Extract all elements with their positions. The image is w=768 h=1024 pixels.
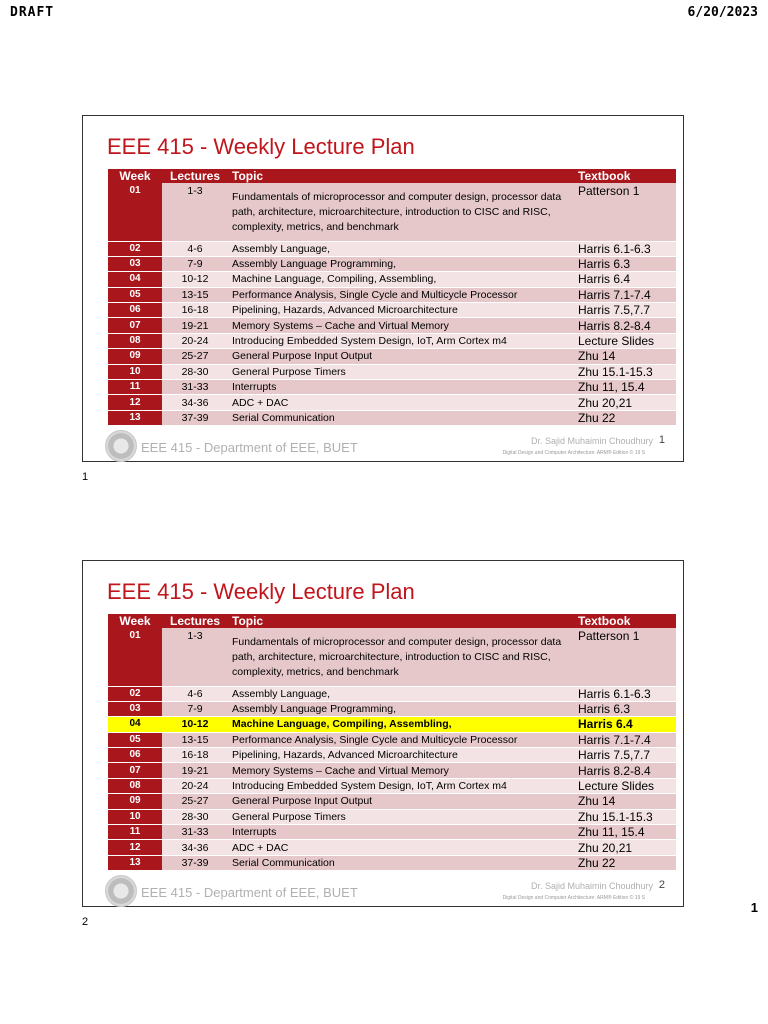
table-row <box>108 794 676 809</box>
table-row <box>108 303 676 318</box>
table-row <box>108 364 676 379</box>
cell-lectures: 10-12 <box>162 717 228 732</box>
cell-lectures: 28-30 <box>162 364 228 379</box>
cell-lectures: 25-27 <box>162 794 228 809</box>
cell-textbook: Zhu 20,21 <box>574 395 676 410</box>
footer-book-reference: Digital Design and Computer Architecture: ARM® Edition © 19 S <box>502 450 645 456</box>
cell-lectures: 10-12 <box>162 272 228 287</box>
cell-week: 12 <box>108 840 162 855</box>
cell-week: 03 <box>108 701 162 716</box>
table-header-row <box>108 614 676 628</box>
cell-lectures: 7-9 <box>162 701 228 716</box>
cell-topic: Serial Communication <box>228 410 574 425</box>
cell-textbook: Zhu 20,21 <box>574 840 676 855</box>
cell-topic: Memory Systems – Cache and Virtual Memory <box>228 318 574 333</box>
table-row <box>108 287 676 302</box>
cell-topic: Introducing Embedded System Design, IoT, Arm Cortex m4 <box>228 333 574 348</box>
draft-label: DRAFT <box>10 5 55 20</box>
slide-number: 1 <box>658 434 665 446</box>
column-header-topic: Topic <box>228 614 574 628</box>
cell-topic: Assembly Language Programming, <box>228 701 574 716</box>
table-row <box>108 701 676 716</box>
cell-week: 10 <box>108 364 162 379</box>
table-row <box>108 840 676 855</box>
cell-week: 10 <box>108 809 162 824</box>
cell-lectures: 7-9 <box>162 256 228 271</box>
cell-topic: Machine Language, Compiling, Assembling, <box>228 717 574 732</box>
table-row <box>108 628 676 686</box>
table-row <box>108 183 676 241</box>
cell-lectures: 28-30 <box>162 809 228 824</box>
slide-1 <box>82 115 684 462</box>
cell-week: 01 <box>108 183 162 241</box>
column-header-week: Week <box>108 169 162 183</box>
cell-week: 07 <box>108 763 162 778</box>
cell-textbook: Harris 7.1-7.4 <box>574 732 676 747</box>
cell-lectures: 37-39 <box>162 410 228 425</box>
cell-topic: Performance Analysis, Single Cycle and Multicycle Processor <box>228 732 574 747</box>
column-header-topic: Topic <box>228 169 574 183</box>
cell-textbook: Harris 6.4 <box>574 272 676 287</box>
cell-textbook: Zhu 11, 15.4 <box>574 825 676 840</box>
cell-lectures: 31-33 <box>162 825 228 840</box>
cell-textbook: Harris 6.3 <box>574 701 676 716</box>
cell-textbook: Harris 6.1-6.3 <box>574 686 676 701</box>
table-row <box>108 717 676 732</box>
cell-textbook: Lecture Slides <box>574 333 676 348</box>
table-header-row <box>108 169 676 183</box>
slide-2 <box>82 560 684 907</box>
footer-author: Dr. Sajid Muhaimin Choudhury <box>530 881 653 891</box>
table-row <box>108 318 676 333</box>
cell-topic: Performance Analysis, Single Cycle and Multicycle Processor <box>228 287 574 302</box>
table-row <box>108 825 676 840</box>
cell-textbook: Zhu 15.1-15.3 <box>574 364 676 379</box>
cell-week: 12 <box>108 395 162 410</box>
table-row <box>108 809 676 824</box>
slide-page-number: 2 <box>82 916 89 928</box>
university-seal-icon <box>105 875 137 907</box>
cell-textbook: Harris 6.4 <box>574 717 676 732</box>
cell-lectures: 37-39 <box>162 855 228 870</box>
cell-topic: Assembly Language Programming, <box>228 256 574 271</box>
cell-week: 05 <box>108 732 162 747</box>
cell-textbook: Harris 7.5,7.7 <box>574 303 676 318</box>
cell-week: 02 <box>108 686 162 701</box>
cell-week: 13 <box>108 855 162 870</box>
cell-topic: General Purpose Timers <box>228 364 574 379</box>
cell-textbook: Harris 6.1-6.3 <box>574 241 676 256</box>
cell-week: 13 <box>108 410 162 425</box>
cell-lectures: 1-3 <box>162 628 228 686</box>
cell-topic: Assembly Language, <box>228 241 574 256</box>
cell-lectures: 4-6 <box>162 686 228 701</box>
footer-book-reference: Digital Design and Computer Architecture: ARM® Edition © 19 S <box>502 895 645 901</box>
cell-textbook: Harris 8.2-8.4 <box>574 318 676 333</box>
sheet-number: 1 <box>750 900 758 915</box>
table-row <box>108 380 676 395</box>
cell-lectures: 34-36 <box>162 840 228 855</box>
cell-topic: ADC + DAC <box>228 395 574 410</box>
cell-lectures: 31-33 <box>162 380 228 395</box>
cell-week: 09 <box>108 349 162 364</box>
cell-topic: General Purpose Timers <box>228 809 574 824</box>
cell-topic: Introducing Embedded System Design, IoT, Arm Cortex m4 <box>228 778 574 793</box>
cell-topic: Pipelining, Hazards, Advanced Microarchitecture <box>228 303 574 318</box>
cell-textbook: Harris 7.1-7.4 <box>574 287 676 302</box>
cell-textbook: Zhu 15.1-15.3 <box>574 809 676 824</box>
column-header-lectures: Lectures <box>162 169 228 183</box>
cell-textbook: Harris 6.3 <box>574 256 676 271</box>
lecture-plan-table <box>108 614 676 871</box>
lecture-plan-table <box>108 169 676 426</box>
cell-textbook: Patterson 1 <box>574 183 676 241</box>
cell-topic: Assembly Language, <box>228 686 574 701</box>
column-header-lectures: Lectures <box>162 614 228 628</box>
cell-week: 09 <box>108 794 162 809</box>
cell-week: 08 <box>108 778 162 793</box>
column-header-week: Week <box>108 614 162 628</box>
footer-department: EEE 415 - Department of EEE, BUET <box>141 885 358 900</box>
cell-lectures: 16-18 <box>162 303 228 318</box>
cell-lectures: 4-6 <box>162 241 228 256</box>
cell-week: 05 <box>108 287 162 302</box>
table-row <box>108 686 676 701</box>
print-date: 6/20/2023 <box>687 5 758 20</box>
slide-title: EEE 415 - Weekly Lecture Plan <box>107 579 415 604</box>
cell-lectures: 34-36 <box>162 395 228 410</box>
table-row <box>108 732 676 747</box>
table-row <box>108 333 676 348</box>
university-seal-icon <box>105 430 137 462</box>
cell-topic: Machine Language, Compiling, Assembling, <box>228 272 574 287</box>
cell-topic: Interrupts <box>228 825 574 840</box>
cell-lectures: 19-21 <box>162 318 228 333</box>
cell-week: 02 <box>108 241 162 256</box>
table-row <box>108 778 676 793</box>
cell-textbook: Lecture Slides <box>574 778 676 793</box>
cell-textbook: Zhu 14 <box>574 794 676 809</box>
cell-lectures: 20-24 <box>162 333 228 348</box>
table-row <box>108 395 676 410</box>
cell-lectures: 19-21 <box>162 763 228 778</box>
table-row <box>108 410 676 425</box>
cell-week: 01 <box>108 628 162 686</box>
column-header-textbook: Textbook <box>574 169 676 183</box>
table-row <box>108 241 676 256</box>
table-row <box>108 855 676 870</box>
cell-textbook: Zhu 22 <box>574 410 676 425</box>
cell-topic: Pipelining, Hazards, Advanced Microarchitecture <box>228 748 574 763</box>
table-row <box>108 256 676 271</box>
footer-department: EEE 415 - Department of EEE, BUET <box>141 440 358 455</box>
cell-topic: Memory Systems – Cache and Virtual Memory <box>228 763 574 778</box>
cell-textbook: Patterson 1 <box>574 628 676 686</box>
cell-textbook: Zhu 11, 15.4 <box>574 380 676 395</box>
cell-lectures: 1-3 <box>162 183 228 241</box>
cell-week: 03 <box>108 256 162 271</box>
cell-topic: Fundamentals of microprocessor and computer design, processor data path, architecture, microarchitecture, introduction to CISC and RISC, complexity, metrics, and benchmark <box>228 628 574 686</box>
table-row <box>108 272 676 287</box>
cell-textbook: Zhu 14 <box>574 349 676 364</box>
cell-week: 07 <box>108 318 162 333</box>
footer-author: Dr. Sajid Muhaimin Choudhury <box>530 436 653 446</box>
cell-lectures: 13-15 <box>162 732 228 747</box>
cell-textbook: Harris 8.2-8.4 <box>574 763 676 778</box>
cell-week: 04 <box>108 717 162 732</box>
cell-week: 06 <box>108 748 162 763</box>
cell-textbook: Harris 7.5,7.7 <box>574 748 676 763</box>
table-row <box>108 349 676 364</box>
cell-lectures: 25-27 <box>162 349 228 364</box>
cell-textbook: Zhu 22 <box>574 855 676 870</box>
slide-number: 2 <box>658 879 665 891</box>
table-row <box>108 763 676 778</box>
table-row <box>108 748 676 763</box>
cell-topic: General Purpose Input Output <box>228 349 574 364</box>
cell-week: 06 <box>108 303 162 318</box>
slide-title: EEE 415 - Weekly Lecture Plan <box>107 134 415 159</box>
cell-week: 11 <box>108 380 162 395</box>
cell-topic: Interrupts <box>228 380 574 395</box>
cell-week: 04 <box>108 272 162 287</box>
cell-topic: Fundamentals of microprocessor and computer design, processor data path, architecture, microarchitecture, introduction to CISC and RISC, complexity, metrics, and benchmark <box>228 183 574 241</box>
slide-page-number: 1 <box>82 471 89 483</box>
cell-topic: ADC + DAC <box>228 840 574 855</box>
cell-topic: Serial Communication <box>228 855 574 870</box>
column-header-textbook: Textbook <box>574 614 676 628</box>
cell-week: 08 <box>108 333 162 348</box>
cell-lectures: 20-24 <box>162 778 228 793</box>
cell-lectures: 16-18 <box>162 748 228 763</box>
cell-lectures: 13-15 <box>162 287 228 302</box>
cell-topic: General Purpose Input Output <box>228 794 574 809</box>
cell-week: 11 <box>108 825 162 840</box>
